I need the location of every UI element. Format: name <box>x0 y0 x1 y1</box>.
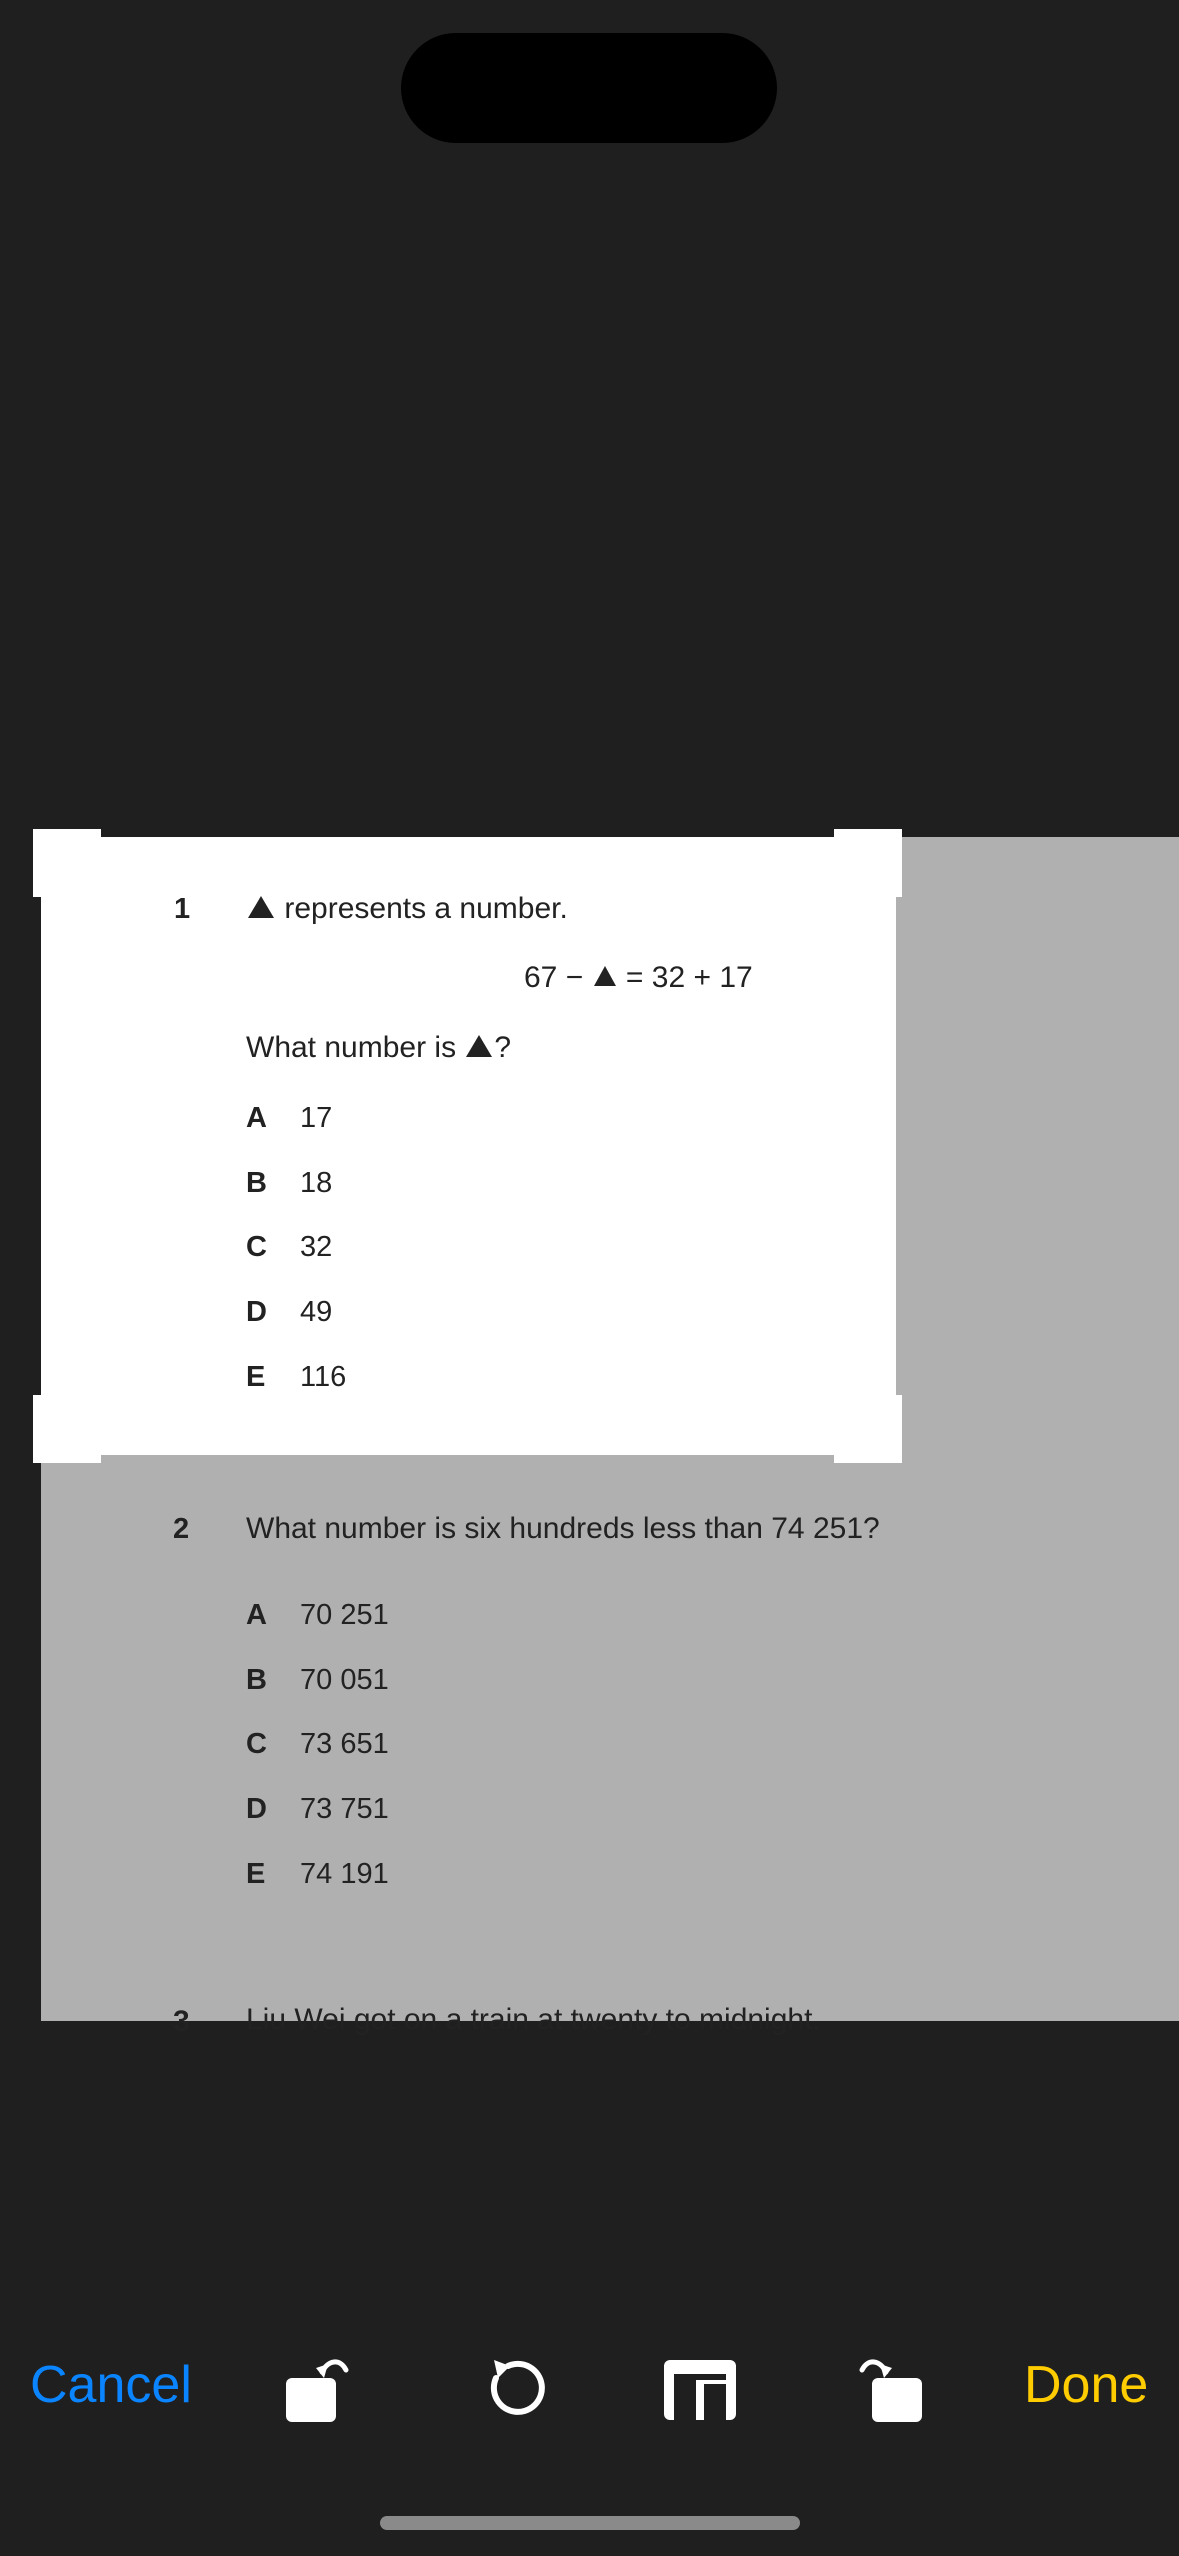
option-letter: A <box>246 1599 267 1631</box>
home-indicator[interactable] <box>380 2516 800 2530</box>
cancel-button[interactable]: Cancel <box>30 2356 192 2414</box>
option-letter: E <box>246 1361 266 1393</box>
ask-prefix: What number is <box>246 1031 457 1064</box>
question-prompt: represents a number. <box>284 892 568 925</box>
rotate-right-icon[interactable] <box>852 2350 932 2430</box>
option-letter: C <box>246 1231 267 1263</box>
option-value: 73 651 <box>300 1728 389 1760</box>
option-value: 70 051 <box>300 1664 389 1696</box>
triangle-icon <box>594 966 616 986</box>
option-letter: A <box>246 1102 267 1134</box>
option-letter: D <box>246 1296 267 1328</box>
option-value: 32 <box>300 1231 333 1263</box>
dynamic-island <box>401 33 777 143</box>
option-letter: D <box>246 1793 267 1825</box>
done-button[interactable]: Done <box>1024 2356 1149 2414</box>
option-letter: B <box>246 1664 267 1696</box>
option-letter: B <box>246 1167 267 1199</box>
option-value: 17 <box>300 1102 333 1134</box>
question-number: 1 <box>174 893 191 925</box>
crop-region[interactable] <box>41 837 896 1455</box>
question-text <box>246 892 568 926</box>
option-value: 74 191 <box>300 1858 389 1890</box>
rotate-left-icon[interactable] <box>276 2350 356 2430</box>
equation-right: = 32 + 17 <box>625 961 753 994</box>
triangle-icon <box>466 1035 492 1057</box>
question-number: 3 <box>173 2005 190 2038</box>
question-text: Liu Wei got on a train at twenty to midnight. <box>246 2003 821 2036</box>
option-value: 70 251 <box>300 1599 389 1631</box>
reset-rotation-icon[interactable] <box>468 2350 548 2430</box>
option-letter: C <box>246 1728 267 1760</box>
option-letter: E <box>246 1858 266 1890</box>
option-value: 116 <box>300 1361 347 1393</box>
ask-suffix: ? <box>494 1031 512 1064</box>
question-text: What number is six hundreds less than 74 251? <box>246 1512 880 1545</box>
option-value: 49 <box>300 1296 333 1328</box>
triangle-icon <box>248 896 274 918</box>
option-value: 18 <box>300 1167 333 1199</box>
aspect-ratio-icon[interactable] <box>660 2350 740 2430</box>
question-number: 2 <box>173 1513 190 1545</box>
equation-left: 67 − <box>524 961 584 994</box>
option-value: 73 751 <box>300 1793 389 1825</box>
question-ask <box>246 1031 511 1065</box>
equation <box>524 961 753 995</box>
